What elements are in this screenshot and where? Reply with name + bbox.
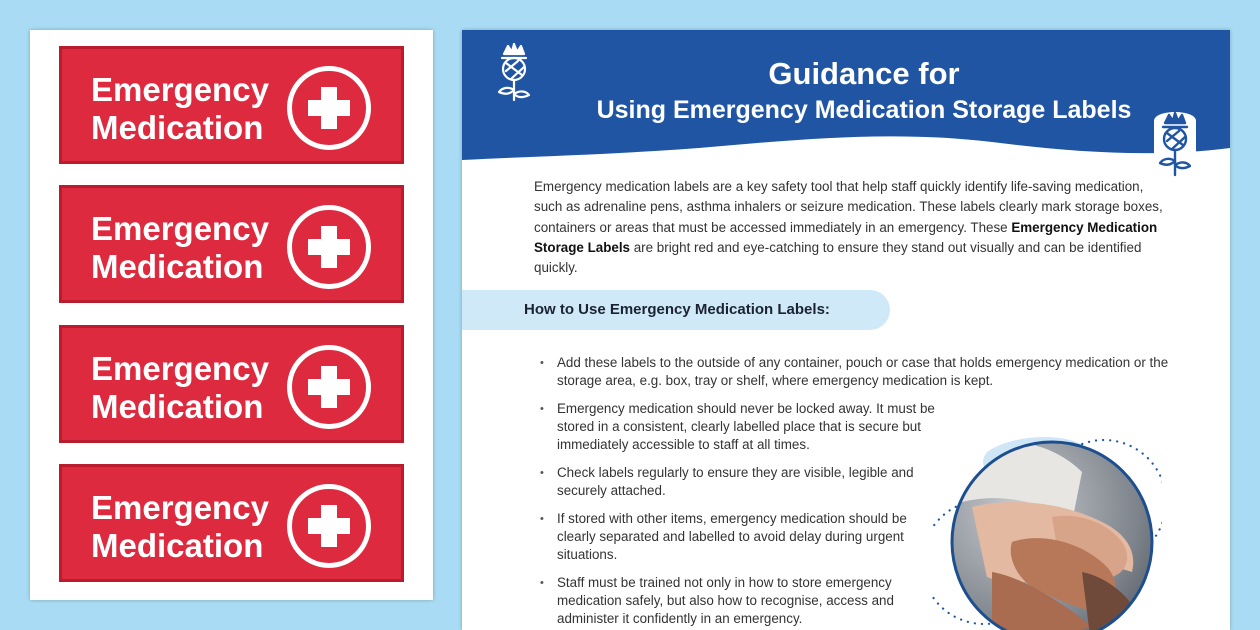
label-text [91,350,269,426]
medical-cross-icon [287,484,371,568]
page-title: Guidance for [768,56,960,91]
label-text [91,489,269,565]
label-text [91,210,269,286]
intro-bold-text: Emergency Medication Storage Labels [534,219,1158,255]
label-line-1: Emergency [91,350,269,387]
list-item: • Check labels regularly to ensure they are visible, legible and securely attached. [540,464,940,500]
section-heading: How to Use Emergency Medication Labels: [524,301,830,318]
emergency-medication-label [59,46,404,164]
emergency-medication-label [59,464,404,582]
section-heading-pill [462,290,890,330]
page-subtitle: Using Emergency Medication Storage Labels [596,96,1132,124]
label-line-1: Emergency [91,489,269,526]
label-line-2: Medication [91,527,264,564]
intro-paragraph [534,177,1174,278]
label-line-2: Medication [91,109,264,146]
label-line-2: Medication [91,388,264,425]
label-line-1: Emergency [91,210,269,247]
emergency-medication-label [59,325,404,443]
label-line-2: Medication [91,248,264,285]
label-sheet [30,30,433,600]
list-item: • If stored with other items, emergency medication should be clearly separated and labelled to avoid delay during urgent situations. [540,510,940,564]
emergency-medication-label [59,185,404,303]
list-item: • Add these labels to the outside of any container, pouch or case that holds emergency medication or the storage area, e.g. box, tray or shelf, where emergency medication is kept. [540,354,1180,390]
medical-cross-icon [287,345,371,429]
guidance-page [462,30,1230,630]
medical-cross-icon [287,205,371,289]
intro-text-end: are bright red and eye-catching to ensure they stand out visually and can be identified quickly. [534,239,1142,276]
holding-hands-photo [932,412,1162,630]
medical-cross-icon [287,66,371,150]
list-item: • Emergency medication should never be locked away. It must be stored in a consistent, clearly labelled place that is secure but immediately accessible to staff at all times. [540,400,940,454]
list-item: • Staff must be trained not only in how to store emergency medication safely, but also how to recognise, access and administer it confidently in an emergency. [540,574,940,628]
label-text [91,71,269,147]
intro-text-start: Emergency medication labels are a key safety tool that help staff quickly identify life-saving medication, such as adrenaline pens, asthma inhalers or seizure medication. These labels clearly mark storage boxes, containers or areas that must be accessed immediately in an emergency. These [534,179,1163,235]
label-line-1: Emergency [91,71,269,108]
